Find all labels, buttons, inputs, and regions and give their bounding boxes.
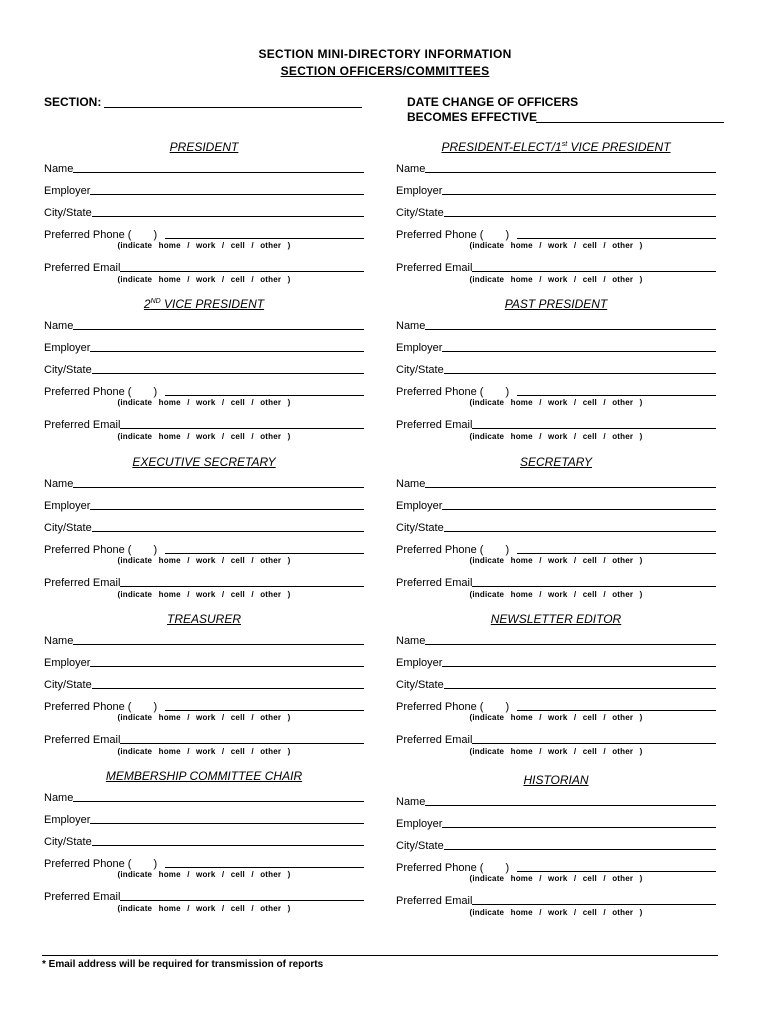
- employer-input-line[interactable]: [442, 351, 716, 352]
- employer-label: Employer: [396, 342, 443, 354]
- city-state-row[interactable]: [396, 677, 716, 691]
- email-input-line[interactable]: [120, 900, 364, 901]
- phone-input-line[interactable]: [165, 395, 364, 396]
- phone-label: Preferred Phone (: [44, 701, 132, 713]
- email-label: Preferred Email: [44, 734, 121, 746]
- email-label: Preferred Email: [44, 891, 121, 903]
- name-input-line[interactable]: [425, 172, 716, 173]
- email-input-line[interactable]: [472, 904, 716, 905]
- email-label: Preferred Email: [44, 419, 121, 431]
- city-state-label: City/State: [396, 364, 444, 376]
- employer-input-line[interactable]: [442, 666, 716, 667]
- phone-input-line[interactable]: [165, 710, 364, 711]
- name-row[interactable]: [44, 318, 364, 332]
- page-title: SECTION MINI-DIRECTORY INFORMATION: [258, 47, 512, 61]
- employer-label: Employer: [44, 500, 91, 512]
- footer-divider: [42, 955, 718, 956]
- city-state-input-line[interactable]: [444, 216, 716, 217]
- phone-row[interactable]: [44, 542, 364, 556]
- employer-label: Employer: [44, 814, 91, 826]
- email-label: Preferred Email: [396, 577, 473, 589]
- phone-row[interactable]: [44, 856, 364, 870]
- name-row[interactable]: [396, 794, 716, 808]
- phone-input-line[interactable]: [517, 553, 716, 554]
- city-state-row[interactable]: [396, 205, 716, 219]
- phone-paren: ): [505, 862, 510, 874]
- email-input-line[interactable]: [120, 586, 364, 587]
- phone-row[interactable]: [396, 227, 716, 241]
- email-hint: (indicate home / work / cell / other ): [469, 275, 643, 284]
- phone-paren: ): [505, 386, 510, 398]
- city-state-label: City/State: [44, 522, 92, 534]
- name-label: Name: [44, 792, 74, 804]
- city-state-label: City/State: [44, 836, 92, 848]
- name-label: Name: [396, 163, 426, 175]
- phone-row[interactable]: [44, 699, 364, 713]
- employer-row[interactable]: [396, 498, 716, 512]
- date-change-label-2: BECOMES EFFECTIVE: [407, 110, 538, 124]
- phone-hint: (indicate home / work / cell / other ): [469, 713, 643, 722]
- name-row[interactable]: [396, 633, 716, 647]
- city-state-row[interactable]: [396, 520, 716, 534]
- name-row[interactable]: [396, 318, 716, 332]
- name-row[interactable]: [44, 790, 364, 804]
- email-hint: (indicate home / work / cell / other ): [469, 908, 643, 917]
- officer-title-sup: ND: [150, 298, 161, 305]
- officer-title: [396, 140, 716, 154]
- city-state-input-line[interactable]: [92, 216, 364, 217]
- phone-input-line[interactable]: [517, 238, 716, 239]
- name-row[interactable]: [44, 161, 364, 175]
- phone-label: Preferred Phone (: [44, 544, 132, 556]
- officer-title: HISTORIAN: [523, 773, 589, 787]
- name-row[interactable]: [396, 161, 716, 175]
- name-label: Name: [396, 796, 426, 808]
- officer-title: PAST PRESIDENT: [504, 297, 608, 311]
- phone-label: Preferred Phone (: [396, 386, 484, 398]
- name-row[interactable]: [44, 633, 364, 647]
- email-input-line[interactable]: [472, 586, 716, 587]
- email-label: Preferred Email: [44, 262, 121, 274]
- phone-label: Preferred Phone (: [44, 386, 132, 398]
- employer-input-line[interactable]: [90, 666, 364, 667]
- phone-paren: ): [153, 858, 158, 870]
- city-state-input-line[interactable]: [92, 845, 364, 846]
- city-state-input-line[interactable]: [444, 373, 716, 374]
- email-hint: (indicate home / work / cell / other ): [117, 432, 291, 441]
- employer-input-line[interactable]: [90, 823, 364, 824]
- name-input-line[interactable]: [425, 644, 716, 645]
- name-input-line[interactable]: [73, 644, 364, 645]
- officer-title-sup: st: [561, 141, 568, 148]
- email-row[interactable]: [396, 417, 716, 431]
- phone-row[interactable]: [396, 542, 716, 556]
- city-state-input-line[interactable]: [444, 531, 716, 532]
- employer-row[interactable]: [44, 812, 364, 826]
- email-row[interactable]: [44, 732, 364, 746]
- employer-row[interactable]: [44, 340, 364, 354]
- phone-hint: (indicate home / work / cell / other ): [469, 556, 643, 565]
- city-state-label: City/State: [396, 840, 444, 852]
- effective-date-input-line[interactable]: [536, 122, 724, 123]
- phone-row[interactable]: [396, 699, 716, 713]
- phone-hint: (indicate home / work / cell / other ): [469, 398, 643, 407]
- city-state-row[interactable]: [396, 838, 716, 852]
- phone-hint: (indicate home / work / cell / other ): [117, 241, 291, 250]
- email-label: Preferred Email: [396, 734, 473, 746]
- email-row[interactable]: [396, 260, 716, 274]
- footer-note: * Email address will be required for transmission of reports: [42, 959, 324, 970]
- email-label: Preferred Email: [44, 577, 121, 589]
- city-state-input-line[interactable]: [92, 531, 364, 532]
- employer-label: Employer: [396, 185, 443, 197]
- email-row[interactable]: [44, 575, 364, 589]
- email-input-line[interactable]: [120, 428, 364, 429]
- officer-title-main: VICE PRESIDENT: [160, 297, 265, 311]
- city-state-row[interactable]: [396, 362, 716, 376]
- phone-row[interactable]: [44, 227, 364, 241]
- employer-row[interactable]: [396, 655, 716, 669]
- phone-paren: ): [153, 701, 158, 713]
- employer-input-line[interactable]: [90, 509, 364, 510]
- email-label: Preferred Email: [396, 419, 473, 431]
- phone-hint: (indicate home / work / cell / other ): [469, 874, 643, 883]
- name-input-line[interactable]: [425, 805, 716, 806]
- officer-title-pre: 2: [143, 297, 151, 311]
- employer-label: Employer: [44, 657, 91, 669]
- city-state-label: City/State: [44, 207, 92, 219]
- email-label: Preferred Email: [396, 895, 473, 907]
- name-input-line[interactable]: [425, 329, 716, 330]
- email-input-line[interactable]: [120, 743, 364, 744]
- name-label: Name: [44, 320, 74, 332]
- employer-label: Employer: [44, 342, 91, 354]
- phone-paren: ): [153, 229, 158, 241]
- phone-input-line[interactable]: [165, 238, 364, 239]
- employer-input-line[interactable]: [442, 509, 716, 510]
- officer-title: MEMBERSHIP COMMITTEE CHAIR: [105, 769, 303, 783]
- city-state-label: City/State: [44, 364, 92, 376]
- name-label: Name: [396, 320, 426, 332]
- email-hint: (indicate home / work / cell / other ): [117, 904, 291, 913]
- officer-title: EXECUTIVE SECRETARY: [132, 455, 276, 469]
- phone-input-line[interactable]: [165, 867, 364, 868]
- phone-row[interactable]: [396, 860, 716, 874]
- email-label: Preferred Email: [396, 262, 473, 274]
- name-input-line[interactable]: [73, 487, 364, 488]
- phone-input-line[interactable]: [517, 710, 716, 711]
- phone-row[interactable]: [396, 384, 716, 398]
- phone-hint: (indicate home / work / cell / other ): [469, 241, 643, 250]
- email-row[interactable]: [44, 889, 364, 903]
- email-hint: (indicate home / work / cell / other ): [117, 590, 291, 599]
- city-state-label: City/State: [396, 207, 444, 219]
- email-hint: (indicate home / work / cell / other ): [117, 275, 291, 284]
- email-hint: (indicate home / work / cell / other ): [117, 747, 291, 756]
- employer-input-line[interactable]: [442, 194, 716, 195]
- city-state-input-line[interactable]: [444, 688, 716, 689]
- phone-input-line[interactable]: [165, 553, 364, 554]
- city-state-input-line[interactable]: [92, 373, 364, 374]
- employer-label: Employer: [44, 185, 91, 197]
- phone-label: Preferred Phone (: [396, 229, 484, 241]
- email-row[interactable]: [396, 575, 716, 589]
- name-input-line[interactable]: [73, 329, 364, 330]
- city-state-row[interactable]: [44, 677, 364, 691]
- city-state-row[interactable]: [44, 362, 364, 376]
- phone-hint: (indicate home / work / cell / other ): [117, 398, 291, 407]
- employer-label: Employer: [396, 657, 443, 669]
- email-input-line[interactable]: [472, 428, 716, 429]
- employer-input-line[interactable]: [90, 194, 364, 195]
- phone-paren: ): [153, 544, 158, 556]
- phone-hint: (indicate home / work / cell / other ): [117, 556, 291, 565]
- name-label: Name: [44, 163, 74, 175]
- date-change-label-1: DATE CHANGE OF OFFICERS: [407, 95, 579, 109]
- phone-input-line[interactable]: [517, 395, 716, 396]
- email-input-line[interactable]: [472, 271, 716, 272]
- email-row[interactable]: [396, 893, 716, 907]
- city-state-row[interactable]: [44, 834, 364, 848]
- email-hint: (indicate home / work / cell / other ): [469, 747, 643, 756]
- officer-title: PRESIDENT: [169, 140, 239, 154]
- city-state-row[interactable]: [44, 205, 364, 219]
- name-input-line[interactable]: [425, 487, 716, 488]
- name-label: Name: [44, 635, 74, 647]
- employer-input-line[interactable]: [442, 827, 716, 828]
- city-state-input-line[interactable]: [92, 688, 364, 689]
- employer-row[interactable]: [396, 183, 716, 197]
- name-row[interactable]: [396, 476, 716, 490]
- email-row[interactable]: [396, 732, 716, 746]
- city-state-label: City/State: [44, 679, 92, 691]
- phone-label: Preferred Phone (: [44, 229, 132, 241]
- officer-title: SECRETARY: [519, 455, 592, 469]
- officer-title-post: VICE PRESIDENT: [567, 140, 671, 154]
- phone-label: Preferred Phone (: [396, 862, 484, 874]
- officer-title: TREASURER: [166, 612, 241, 626]
- city-state-label: City/State: [396, 679, 444, 691]
- email-input-line[interactable]: [472, 743, 716, 744]
- officer-title: [44, 297, 364, 311]
- page-subtitle: SECTION OFFICERS/COMMITTEES: [280, 64, 490, 78]
- name-label: Name: [396, 478, 426, 490]
- name-label: Name: [44, 478, 74, 490]
- name-input-line[interactable]: [73, 801, 364, 802]
- email-row[interactable]: [44, 260, 364, 274]
- phone-label: Preferred Phone (: [396, 701, 484, 713]
- employer-row[interactable]: [396, 340, 716, 354]
- email-input-line[interactable]: [120, 271, 364, 272]
- city-state-label: City/State: [396, 522, 444, 534]
- city-state-input-line[interactable]: [444, 849, 716, 850]
- employer-row[interactable]: [44, 655, 364, 669]
- phone-label: Preferred Phone (: [44, 858, 132, 870]
- employer-row[interactable]: [44, 183, 364, 197]
- employer-row[interactable]: [396, 816, 716, 830]
- phone-paren: ): [505, 701, 510, 713]
- phone-paren: ): [505, 229, 510, 241]
- name-input-line[interactable]: [73, 172, 364, 173]
- email-row[interactable]: [44, 417, 364, 431]
- officer-title: NEWSLETTER EDITOR: [490, 612, 622, 626]
- phone-hint: (indicate home / work / cell / other ): [117, 713, 291, 722]
- employer-label: Employer: [396, 500, 443, 512]
- phone-hint: (indicate home / work / cell / other ): [117, 870, 291, 879]
- email-hint: (indicate home / work / cell / other ): [469, 590, 643, 599]
- section-label: SECTION:: [44, 95, 102, 109]
- email-hint: (indicate home / work / cell / other ): [469, 432, 643, 441]
- phone-label: Preferred Phone (: [396, 544, 484, 556]
- name-label: Name: [396, 635, 426, 647]
- employer-label: Employer: [396, 818, 443, 830]
- phone-paren: ): [153, 386, 158, 398]
- employer-row[interactable]: [44, 498, 364, 512]
- employer-input-line[interactable]: [90, 351, 364, 352]
- section-input-line[interactable]: [104, 107, 362, 108]
- phone-input-line[interactable]: [517, 871, 716, 872]
- city-state-row[interactable]: [44, 520, 364, 534]
- phone-paren: ): [505, 544, 510, 556]
- phone-row[interactable]: [44, 384, 364, 398]
- name-row[interactable]: [44, 476, 364, 490]
- officer-title-main: PRESIDENT-ELECT/1: [441, 140, 562, 154]
